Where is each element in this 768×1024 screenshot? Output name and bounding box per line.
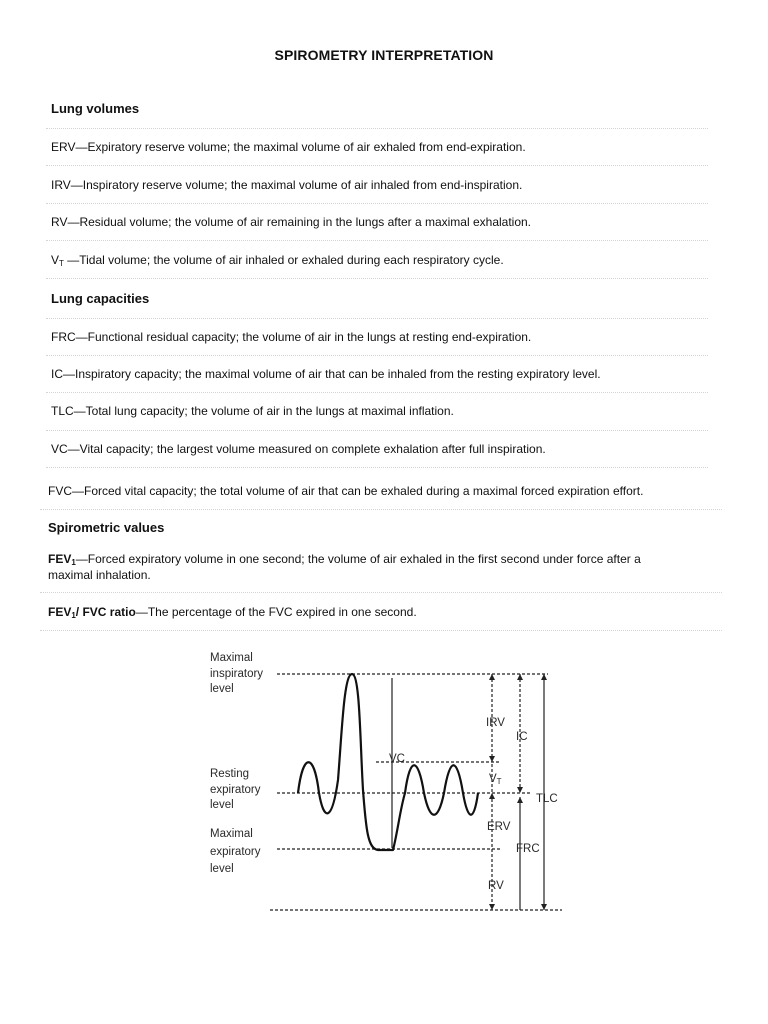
vc-label: VC — [389, 753, 405, 765]
arrowhead — [541, 674, 547, 680]
term-subscript: 1 — [71, 611, 76, 620]
arrowhead — [489, 793, 495, 799]
arrowhead — [489, 756, 495, 762]
erv-label: ERV — [487, 821, 511, 833]
arrowhead — [517, 787, 523, 793]
irv-label: IRV — [486, 717, 505, 729]
term-suffix: / FVC ratio — [75, 605, 136, 619]
ic-label: IC — [516, 731, 528, 743]
definition-text: —Vital capacity; the largest volume measured on complete exhalation after full inspiration. — [67, 442, 546, 456]
term: ERV — [51, 140, 76, 154]
term: V — [51, 253, 60, 267]
section-heading-lung-capacities: Lung capacities — [51, 291, 150, 306]
term: VC — [51, 442, 68, 456]
vt-label: VT — [489, 773, 502, 786]
term: FRC — [51, 330, 76, 344]
definition-text: —Forced expiratory volume in one second; the volume of air exhaled in the first second under force after a maximal inhalation. — [48, 552, 641, 582]
definition-text: —Inspiratory reserve volume; the maximal volume of air inhaled from end-inspiration. — [70, 178, 523, 192]
term: TLC — [51, 404, 74, 418]
definition-text: —Functional residual capacity; the volume of air in the lungs at resting end-expiration. — [75, 330, 532, 344]
term: FEV — [48, 552, 72, 566]
term-subscript: 1 — [71, 558, 76, 567]
arrowhead — [517, 674, 523, 680]
arrowhead — [541, 904, 547, 910]
page-title: SPIROMETRY INTERPRETATION — [274, 47, 494, 63]
section-heading-lung-volumes: Lung volumes — [51, 101, 140, 116]
definition-text: —Inspiratory capacity; the maximal volume of air that can be inhaled from the resting expiratory level. — [63, 367, 601, 381]
level-label-resting-2: expiratory — [210, 784, 261, 796]
term: IRV — [51, 178, 71, 192]
arrowhead — [517, 797, 523, 803]
arrowhead — [489, 904, 495, 910]
term: RV — [51, 215, 68, 229]
section-heading-spirometric-values: Spirometric values — [48, 520, 165, 535]
definition-text: —Residual volume; the volume of air remaining in the lungs after a maximal exhalation. — [67, 215, 532, 229]
level-label-max-exp-1: Maximal — [210, 828, 253, 840]
term: IC — [51, 367, 63, 381]
level-label-max-insp-2: inspiratory — [210, 668, 264, 680]
definition-text: —The percentage of the FVC expired in one second. — [135, 605, 417, 619]
tlc-label: TLC — [536, 793, 558, 805]
definition-text: —Tidal volume; the volume of air inhaled or exhaled during each respiratory cycle. — [63, 253, 504, 267]
arrowhead — [489, 674, 495, 680]
rv-label: RV — [488, 880, 504, 892]
level-label-resting-1: Resting — [210, 768, 249, 780]
frc-label: FRC — [516, 843, 540, 855]
level-label-max-exp-2: expiratory — [210, 846, 261, 858]
term: FEV — [48, 605, 72, 619]
level-label-resting-3: level — [210, 799, 234, 811]
definition-text: —Total lung capacity; the volume of air in the lungs at maximal inflation. — [73, 404, 454, 418]
level-label-max-exp-3: level — [210, 863, 234, 875]
term-subscript: T — [59, 259, 64, 268]
level-label-max-insp-1: Maximal — [210, 652, 253, 664]
definition-text: —Forced vital capacity; the total volume of air that can be exhaled during a maximal forced expiration effort. — [72, 484, 644, 498]
definition-text: —Expiratory reserve volume; the maximal volume of air exhaled from end-expiration. — [75, 140, 526, 154]
level-label-max-insp-3: level — [210, 683, 234, 695]
term: FVC — [48, 484, 72, 498]
